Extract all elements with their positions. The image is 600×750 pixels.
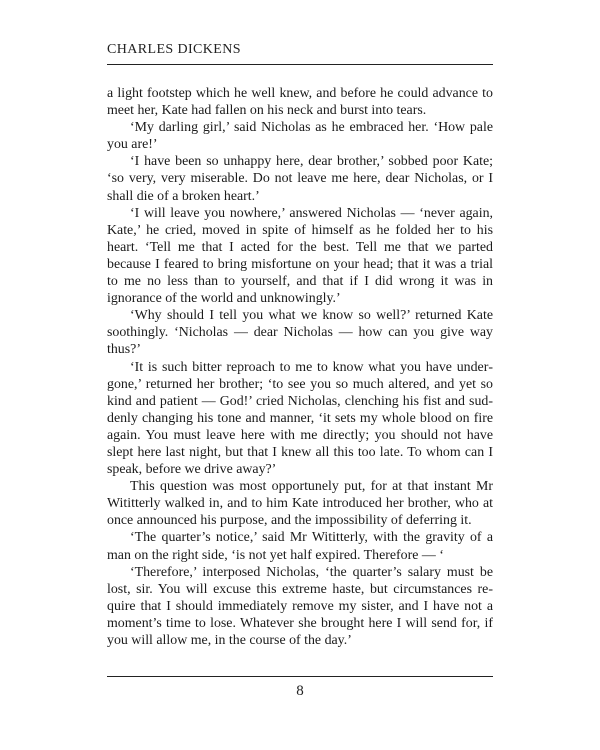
paragraph: ‘The quarter’s notice,’ said Mr Wititterly, with the gravity of a man on the right side, ‘is not yet half expired. Therefore — ‘ — [107, 530, 493, 563]
page-body — [107, 85, 493, 649]
page-number: 8 — [296, 683, 304, 699]
paragraph: ‘I will leave you nowhere,’ answered Nicholas — ‘never again, Kate,’ he cried, moved in spite of himself as he folded her to his heart. ‘Tell me that I acted for the best. Tell me that we parted because I feared to bring misfortune on your head; that it was a trial to me no less than to yourself, and that if I did wrong it was in ignorance of the world and unknowingly.’ — [107, 205, 493, 307]
paragraph: ‘It is such bitter reproach to me to know what you have undergone,’ returned her brother; ‘to see you so much altered, and yet so kind and patient — God!’ cried Nicholas, clenching his fist and suddenly changing his tone and manner, ‘it sets my whole blood on fire again. You must leave here with me directly; you should not have slept here last night, but that I knew all this too late. To whom can I speak, before we drive away?’ — [107, 359, 493, 478]
paragraph: ‘My darling girl,’ said Nicholas as he embraced her. ‘How pale you are!’ — [107, 120, 493, 153]
paragraph: ‘Therefore,’ interposed Nicholas, ‘the quarter’s salary must be lost, sir. You will excuse this extreme haste, but circumstances require that I should immediately remove my sister, and I have not a moment’s time to lose. Whatever she brought here I will send for, if you will allow me, in the course of the day.’ — [107, 564, 493, 648]
header-rule — [107, 64, 493, 65]
paragraph: This question was most opportunely put, for at that instant Mr Wititterly walked in, and to him Kate introduced her brother, who at once announced his purpose, and the impossibility of deferring it. — [107, 479, 493, 529]
running-head: CHARLES DICKENS — [107, 42, 241, 57]
footer-rule — [107, 676, 493, 677]
paragraph: a light footstep which he well knew, and before he could advance to meet her, Kate had fallen on his neck and burst into tears. — [107, 86, 493, 119]
paragraph: ‘Why should I tell you what we know so well?’ returned Kate soothingly. ‘Nicholas — dear Nicholas — how can you give way thus?’ — [107, 308, 493, 358]
paragraph: ‘I have been so unhappy here, dear brother,’ sobbed poor Kate; ‘so very, very miserable. Do not leave me here, dear Nicholas, or I shall die of a broken heart.’ — [107, 154, 493, 204]
